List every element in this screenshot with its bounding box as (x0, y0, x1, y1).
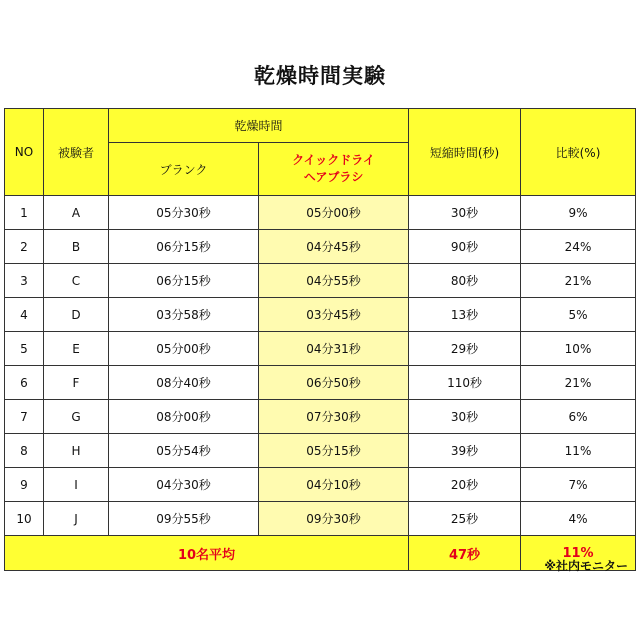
cell-ratio: 10% (521, 332, 636, 366)
table-row (5, 468, 636, 502)
header-shortened-time: 短縮時間(秒) (409, 109, 521, 196)
header-subject: 被験者 (44, 109, 109, 196)
monitor-note: ※社内モニター (544, 559, 628, 573)
cell-product: 09分30秒 (259, 502, 409, 536)
cell-subject: B (44, 230, 109, 264)
cell-ratio: 4% (521, 502, 636, 536)
page-title: 乾燥時間実験 (254, 64, 386, 88)
cell-blank: 06分15秒 (109, 230, 259, 264)
table-row (5, 366, 636, 400)
cell-product: 05分00秒 (259, 196, 409, 230)
table-body (5, 196, 636, 536)
cell-ratio: 21% (521, 264, 636, 298)
drying-time-table (4, 108, 636, 571)
header-drying-time: 乾燥時間 (109, 109, 409, 143)
cell-subject: A (44, 196, 109, 230)
cell-product: 06分50秒 (259, 366, 409, 400)
cell-subject: H (44, 434, 109, 468)
cell-shortened: 39秒 (409, 434, 521, 468)
cell-no: 1 (5, 196, 44, 230)
cell-ratio: 24% (521, 230, 636, 264)
average-shortened: 47秒 (409, 536, 521, 571)
cell-blank: 08分00秒 (109, 400, 259, 434)
table-row (5, 264, 636, 298)
cell-product: 04分45秒 (259, 230, 409, 264)
cell-product: 04分31秒 (259, 332, 409, 366)
cell-shortened: 80秒 (409, 264, 521, 298)
cell-ratio: 11% (521, 434, 636, 468)
cell-shortened: 110秒 (409, 366, 521, 400)
table-row (5, 230, 636, 264)
cell-subject: C (44, 264, 109, 298)
cell-shortened: 25秒 (409, 502, 521, 536)
cell-product: 04分10秒 (259, 468, 409, 502)
header-product (259, 143, 409, 196)
cell-ratio: 21% (521, 366, 636, 400)
cell-subject: I (44, 468, 109, 502)
average-ratio: 11% (521, 536, 636, 571)
cell-product: 03分45秒 (259, 298, 409, 332)
table-row (5, 298, 636, 332)
cell-shortened: 90秒 (409, 230, 521, 264)
cell-shortened: 30秒 (409, 400, 521, 434)
header-product-line2: ヘアブラシ (303, 170, 364, 184)
cell-subject: F (44, 366, 109, 400)
cell-product: 07分30秒 (259, 400, 409, 434)
cell-no: 3 (5, 264, 44, 298)
cell-blank: 05分30秒 (109, 196, 259, 230)
cell-no: 7 (5, 400, 44, 434)
cell-no: 9 (5, 468, 44, 502)
table-row (5, 332, 636, 366)
cell-blank: 06分15秒 (109, 264, 259, 298)
cell-blank: 09分55秒 (109, 502, 259, 536)
cell-blank: 05分54秒 (109, 434, 259, 468)
cell-ratio: 9% (521, 196, 636, 230)
table-row (5, 434, 636, 468)
cell-blank: 03分58秒 (109, 298, 259, 332)
cell-no: 4 (5, 298, 44, 332)
cell-subject: D (44, 298, 109, 332)
table-row (5, 196, 636, 230)
cell-no: 10 (5, 502, 44, 536)
cell-subject: E (44, 332, 109, 366)
cell-shortened: 20秒 (409, 468, 521, 502)
table-row (5, 502, 636, 536)
average-label: 10名平均 (5, 536, 409, 571)
cell-blank: 04分30秒 (109, 468, 259, 502)
cell-no: 2 (5, 230, 44, 264)
cell-ratio: 6% (521, 400, 636, 434)
header-product-line1: クイックドライ (292, 153, 375, 167)
table-row (5, 400, 636, 434)
cell-blank: 08分40秒 (109, 366, 259, 400)
cell-shortened: 30秒 (409, 196, 521, 230)
cell-shortened: 13秒 (409, 298, 521, 332)
cell-product: 05分15秒 (259, 434, 409, 468)
cell-blank: 05分00秒 (109, 332, 259, 366)
cell-shortened: 29秒 (409, 332, 521, 366)
cell-product: 04分55秒 (259, 264, 409, 298)
cell-no: 5 (5, 332, 44, 366)
cell-no: 6 (5, 366, 44, 400)
header-ratio: 比較(%) (521, 109, 636, 196)
cell-subject: G (44, 400, 109, 434)
cell-ratio: 5% (521, 298, 636, 332)
average-row (5, 536, 636, 571)
header-no: NO (5, 109, 44, 196)
cell-ratio: 7% (521, 468, 636, 502)
header-blank: ブランク (109, 143, 259, 196)
cell-subject: J (44, 502, 109, 536)
cell-no: 8 (5, 434, 44, 468)
